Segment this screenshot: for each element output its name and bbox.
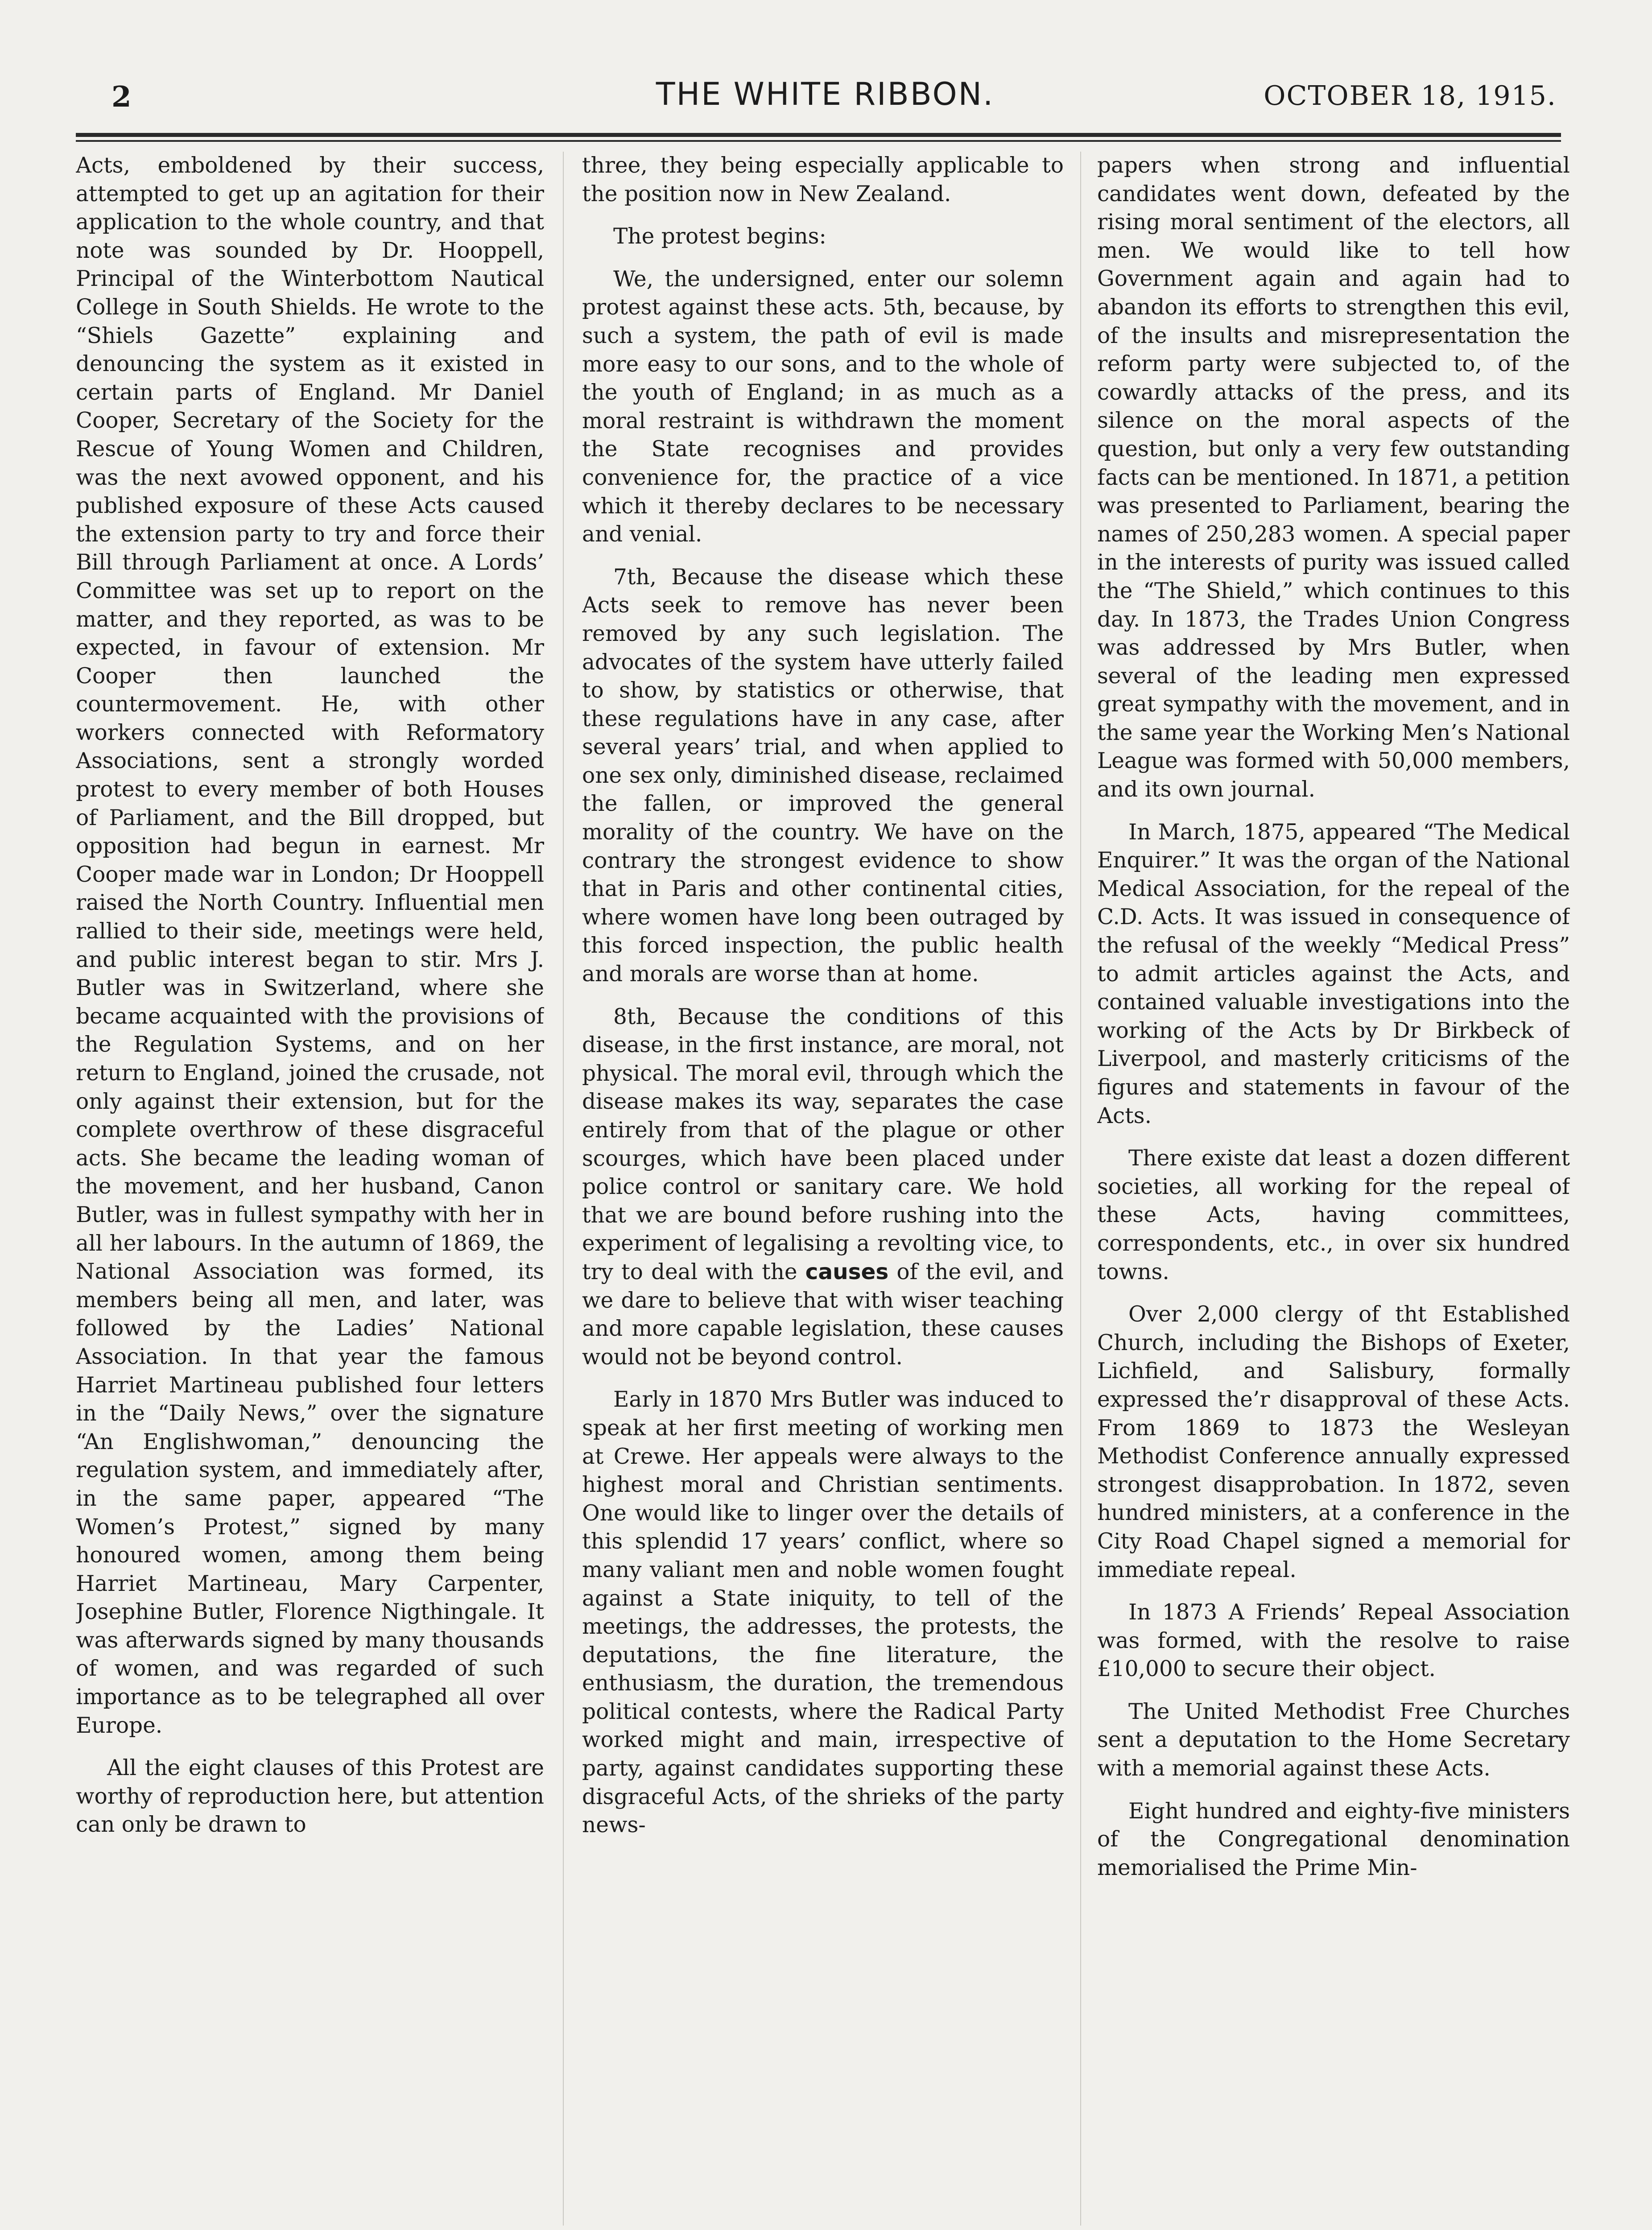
paragraph: Acts, emboldened by their success, attempted to get up an agitation for their application to the whole country, and that note was sounded by Dr. Hooppell, Principal of the Winterbottom Nautical College in South Shields. He wrote to the “Shiels Gazette” explaining and denouncing the system as it existed in certain parts of England. Mr Daniel Cooper, Secretary of the Society for the Rescue of Young Women and Children, was the next avowed opponent, and his published exposure of these Acts caused the extension party to try and force their Bill through Parliament at once. A Lords’ Committee was set up to report on the matter, and they reported, as was to be expected, in favour of extension. Mr Cooper then launched the countermovement. He, with other workers connected with Reformatory Associations, sent a strongly worded protest to every member of both Houses of Parliament, and the Bill dropped, but opposition had begun in earnest. Mr Cooper made war in London; Dr Hooppell raised the North Country. Influential men rallied to their side, meetings were held, and public interest began to stir. Mrs J. Butler was in Switzerland, where she became acquainted with the provisions of the Regulation Systems, and on her return to England, joined the crusade, not only against their extension, but for the complete overthrow of these disgraceful acts. She became the leading woman of the movement, and her husband, Canon Butler, was in fullest sympathy with her in all her labours. In the autumn of 1869, the National Association was formed, its members being all men, and later, was followed by the Ladies’ National Association. In that year the famous Harriet Martineau published four letters in the “Daily News,” over the signature “An Englishwoman,” denouncing the regulation system, and immediately after, in the same paper, appeared “The Women’s Protest,” signed by many honoured women, among them being Harriet Martineau, Mary Carpenter, Josephine Butler, Florence Nigthingale. It was afterwards signed by many thousands of women, and was regarded of such importance as to be telegraphed all over Europe. [76,153,544,1738]
paragraph [582,1003,1064,1372]
article-column-3 [1097,152,1570,2230]
publication-title: THE WHITE RIBBON. [656,76,995,112]
paragraph: The protest begins: [613,224,826,249]
article-column-2 [582,152,1064,2230]
issue-date: OCTOBER 18, 1915. [1264,80,1557,112]
page-number: 2 [112,80,132,114]
column-divider [1080,152,1081,2226]
paragraph: 7th, Because the disease which these Acts seek to remove has never been removed by any such legislation. The advocates of the system have utterly failed to show, by statistics or otherwise, that these regulations have in any case, after several years’ trial, and when applied to one sex only, diminished disease, reclaimed the fallen, or improved the general morality of the country. We have on the contrary the strongest evidence to show that in Paris and other continental cities, where women have long been outraged by this forced inspection, the public health and morals are worse than at home. [582,564,1064,987]
article-column-1 [76,152,544,2230]
header-rule-thin [76,140,1561,142]
column-divider [563,152,564,2226]
header-rule-thick [76,133,1561,137]
paragraph: The United Methodist Free Churches sent a deputation to the Home Secretary with a memorial against these Acts. [1097,1699,1570,1781]
paragraph: Over 2,000 clergy of tht Established Church, including the Bishops of Exeter, Lichfield, and Salisbury, formally expressed the’r disapproval of these Acts. From 1869 to 1873 the Wesleyan Methodist Conference annually expressed strongest disapprobation. In 1872, seven hundred ministers, at a conference in the City Road Chapel signed a memorial for immediate repeal. [1097,1302,1570,1582]
paragraph: papers when strong and influential candidates went down, defeated by the rising moral sentiment of the electors, all men. We would like to tell how Government again and again had to abandon its efforts to strengthen this evil, of the insults and misrepresentation the reform party were subjected to, of the cowardly attacks of the press, and its silence on the moral aspects of the question, but only a very few outstanding facts can be mentioned. In 1871, a petition was presented to Parliament, bearing the names of 250,283 women. A special paper in the interests of purity was issued called the “The Shield,” which continues to this day. In 1873, the Trades Union Congress was addressed by Mrs Butler, when several of the leading men expressed great sympathy with the movement, and in the same year the Working Men’s National League was formed with 50,000 members, and its own journal. [1097,153,1570,802]
masthead [76,67,1574,129]
paragraph: three, they being especially applicable to the position now in New Zealand. [582,153,1064,206]
paragraph: In March, 1875, appeared “The Medical Enquirer.” It was the organ of the National Medical Association, for the repeal of the C.D. Acts. It was issued in consequence of the refusal of the weekly “Medical Press” to admit articles against the Acts, and contained valuable investigations into the working of the Acts by Dr Birkbeck of Liverpool, and masterly criticisms of the figures and statements in favour of the Acts. [1097,819,1570,1128]
paragraph: Eight hundred and eighty-five ministers of the Congregational denomination memorialised the Prime Min- [1097,1798,1570,1880]
paragraph: Early in 1870 Mrs Butler was induced to speak at her first meeting of working men at Crewe. Her appeals were always to the highest moral and Christian sentiments. One would like to linger over the details of this splendid 17 years’ conflict, where so many valiant men and noble women fought against a State iniquity, to tell of the meetings, the addresses, the protests, the deputations, the fine literature, the enthusiasm, the duration, the tremendous political contests, where the Radical Party worked might and main, irrespective of party, against candidates supporting these disgraceful Acts, of the shrieks of the party news- [582,1387,1064,1838]
paragraph: We, the undersigned, enter our solemn protest against these acts. 5th, because, by such a system, the path of evil is made more easy to our sons, and to the whole of the youth of England; in as much as a moral restraint is withdrawn the moment the State recognises and provides convenience for, the practice of a vice which it thereby declares to be necessary and venial. [582,266,1064,547]
paragraph: There existe dat least a dozen different societies, all working for the repeal of these Acts, having committees, correspondents, etc., in over six hundred towns. [1097,1146,1570,1284]
paragraph: In 1873 A Friends’ Repeal Association was formed, with the resolve to raise £10,000 to secure their object. [1097,1600,1570,1682]
emphasized-word: causes [805,1259,889,1284]
paragraph-text: of the evil, and we dare to believe that with wiser teaching and more capable legislation, these causes would not be beyond control. [582,1259,1064,1370]
paragraph: All the eight clauses of this Protest are worthy of reproduction here, but attention can only be drawn to [76,1755,544,1838]
paragraph-text: 8th, Because the conditions of this disease, in the first instance, are moral, not physical. The moral evil, through which the disease makes its way, separates the case entirely from that of the plague or other scourges, which have been placed under police control or sanitary care. We hold that we are bound before rushing into the experiment of legalising a revolting vice, to try to deal with the [582,1004,1064,1284]
